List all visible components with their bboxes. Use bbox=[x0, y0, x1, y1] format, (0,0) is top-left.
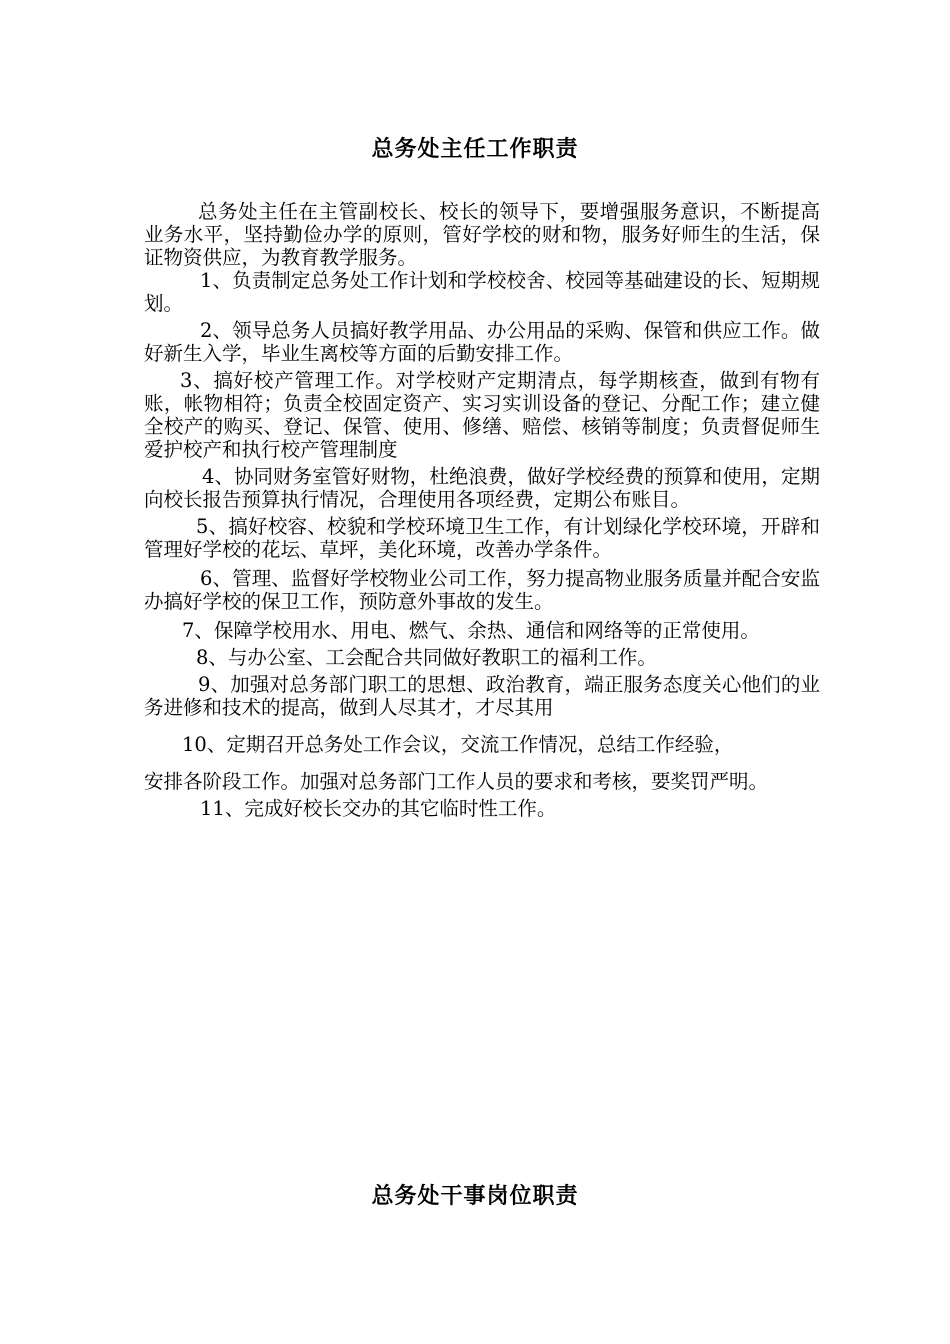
item-7: 7、保障学校用水、用电、燃气、余热、通信和网络等的正常使用。 bbox=[182, 619, 760, 642]
item-6: 6、管理、监督好学校物业公司工作，努力提高物业服务质量并配合安监办搞好学校的保卫工作，预防意外事故的发生。 bbox=[144, 567, 820, 613]
item-11: 11、完成好校长交办的其它临时性工作。 bbox=[200, 797, 557, 820]
item-8: 8、与办公室、工会配合共同做好教职工的福利工作。 bbox=[196, 646, 657, 669]
document-title: 总务处主任工作职责 bbox=[371, 136, 579, 162]
item-4: 4、协同财务室管好财物，杜绝浪费，做好学校经费的预算和使用，定期向校长报告预算执行情况，合理使用各项经费，定期公布账目。 bbox=[144, 465, 820, 511]
item-1: 1、负责制定总务处工作计划和学校校舍、校园等基础建设的长、短期规划。 bbox=[144, 269, 820, 315]
item-5: 5、搞好校容、校貌和学校环境卫生工作，有计划绿化学校环境，开辟和管理好学校的花坛、草坪，美化环境，改善办学条件。 bbox=[144, 515, 820, 561]
item-3: 3、搞好校产管理工作。对学校财产定期清点，每学期核查，做到有物有账，帐物相符；负责全校固定资产、实习实训设备的登记、分配工作；建立健全校产的购买、登记、保管、使用、修缮、赔偿、核销等制度；负责督促师生爱护校产和执行校产管理制度 bbox=[144, 369, 820, 461]
item-2: 2、领导总务人员搞好教学用品、办公用品的采购、保管和供应工作。做好新生入学，毕业生离校等方面的后勤安排工作。 bbox=[144, 319, 820, 365]
item-9: 9、加强对总务部门职工的思想、政治教育，端正服务态度关心他们的业务进修和技术的提高，做到人尽其才，才尽其用 bbox=[144, 673, 820, 719]
document-body bbox=[144, 200, 820, 820]
intro-paragraph: 总务处主任在主管副校长、校长的领导下，要增强服务意识，不断提高业务水平，坚持勤俭办学的原则，管好学校的财和物，服务好师生的生活，保证物资供应，为教育教学服务。 bbox=[144, 200, 820, 269]
item-10: 10、定期召开总务处工作会议，交流工作情况，总结工作经验， bbox=[182, 733, 734, 756]
item-10-continued: 安排各阶段工作。加强对总务部门工作人员的要求和考核，要奖罚严明。 bbox=[144, 770, 769, 793]
next-section-title: 总务处干事岗位职责 bbox=[371, 1183, 579, 1209]
